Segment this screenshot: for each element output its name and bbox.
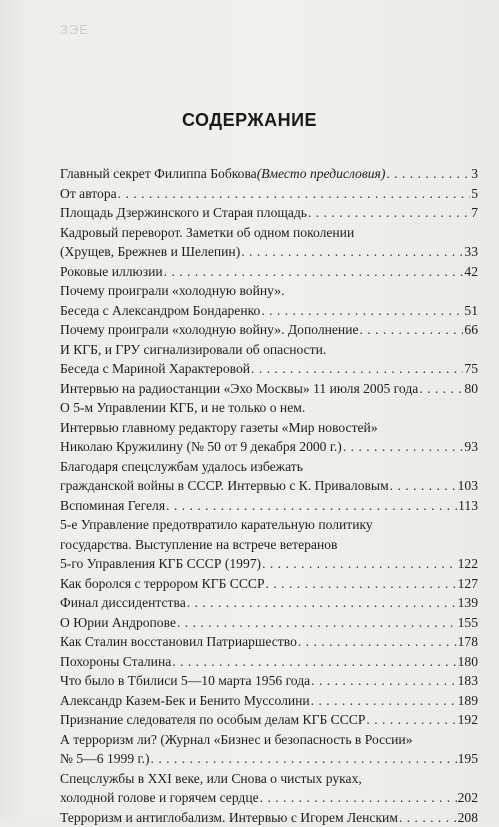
toc-entry-line <box>60 359 478 379</box>
toc-entry-title: Благодаря спецслужбам удалось избежать <box>60 457 303 477</box>
toc-page-number: 51 <box>464 301 478 321</box>
dot-leader <box>260 788 457 808</box>
toc-entry-title: От автора <box>60 184 117 204</box>
toc-entry-line <box>60 164 478 184</box>
dot-leader <box>311 671 456 691</box>
toc-entry-title: Терроризм и антиглобализм. Интервью с Игорем Ленским <box>60 808 398 827</box>
toc-entry-line <box>60 652 478 672</box>
dot-leader <box>419 379 463 399</box>
toc-entry <box>60 223 478 262</box>
toc-entry <box>60 457 478 496</box>
dot-leader <box>311 691 457 711</box>
toc-page-number: 208 <box>458 808 478 827</box>
toc-entry-title: Площадь Дзержинского и Старая площадь <box>60 203 307 223</box>
toc-entry-line <box>60 281 478 301</box>
dot-leader <box>164 262 464 282</box>
toc-entry-line <box>60 730 478 750</box>
toc-entry-line <box>60 691 478 711</box>
toc-entry-line <box>60 788 478 808</box>
toc-page-number: 113 <box>458 496 478 516</box>
page-title: СОДЕРЖАНИЕ <box>0 110 499 131</box>
toc-page-number: 155 <box>458 613 478 633</box>
toc-entry <box>60 808 478 827</box>
toc-entry <box>60 379 478 399</box>
toc-entry-line <box>60 515 478 535</box>
toc-page-number: 66 <box>464 320 478 340</box>
toc-entry-line <box>60 613 478 633</box>
toc-entry-line <box>60 262 478 282</box>
dot-leader <box>366 710 456 730</box>
toc-entry-title: Главный секрет Филиппа Бобкова <box>60 164 257 184</box>
toc-entry-line <box>60 340 478 360</box>
dot-leader <box>386 164 470 184</box>
toc-entry-line <box>60 554 478 574</box>
toc-entry-line <box>60 710 478 730</box>
toc-entry-line <box>60 632 478 652</box>
dot-leader <box>118 184 471 204</box>
toc-page-number: 103 <box>458 476 478 496</box>
toc-page-number: 75 <box>464 359 478 379</box>
toc-entry-title: Спецслужбы в XXI веке, или Снова о чистых руках, <box>60 769 362 789</box>
dot-leader <box>241 242 463 262</box>
toc-entry <box>60 710 478 730</box>
toc-entry-line <box>60 184 478 204</box>
toc-entry-title: Интервью на радиостанции «Эхо Москвы» 11 июля 2005 года <box>60 379 418 399</box>
toc-entry-title: Беседа с Александром Бондаренко <box>60 301 260 321</box>
toc-entry-title: Беседа с Мариной Характеровой <box>60 359 250 379</box>
toc-entry-line <box>60 379 478 399</box>
toc-entry-title: Николаю Кружилину (№ 50 от 9 декабря 2000 г.) <box>60 437 342 457</box>
toc-entry-title: О Юрии Андропове <box>60 613 176 633</box>
toc-entry-line <box>60 457 478 477</box>
toc-page-number: 139 <box>458 593 478 613</box>
toc-entry <box>60 184 478 204</box>
toc-entry-line <box>60 437 478 457</box>
toc-entry-title: Похороны Сталина <box>60 652 171 672</box>
toc-page-number: 178 <box>458 632 478 652</box>
toc-page-number: 122 <box>458 554 478 574</box>
bleed-through-text: ЗЭЕ <box>60 22 89 37</box>
toc-entry-title: гражданской войны в СССР. Интервью с К. Приваловым <box>60 476 389 496</box>
toc-entry <box>60 398 478 457</box>
dot-leader <box>390 476 457 496</box>
toc-entry-line <box>60 535 478 555</box>
table-of-contents <box>60 164 478 827</box>
toc-entry-title: Что было в Тбилиси 5—10 марта 1956 года <box>60 671 310 691</box>
toc-entry-title: Как боролся с террором КГБ СССР <box>60 574 265 594</box>
toc-entry <box>60 574 478 594</box>
toc-entry-title: Кадровый переворот. Заметки об одном поколении <box>60 223 354 243</box>
dot-leader <box>177 613 457 633</box>
toc-entry <box>60 496 478 516</box>
toc-entry-subtitle: (Вместо предисловия) <box>257 164 386 184</box>
toc-entry-line <box>60 671 478 691</box>
toc-entry-line <box>60 398 478 418</box>
toc-entry <box>60 671 478 691</box>
toc-page-number: 5 <box>471 184 478 204</box>
toc-page-number: 183 <box>458 671 478 691</box>
dot-leader <box>360 320 464 340</box>
toc-entry-line <box>60 574 478 594</box>
toc-entry <box>60 632 478 652</box>
dot-leader <box>343 437 464 457</box>
dot-leader <box>399 808 457 827</box>
toc-entry-title: Роковые иллюзии <box>60 262 163 282</box>
dot-leader <box>172 652 456 672</box>
toc-entry-line <box>60 808 478 827</box>
toc-entry-line <box>60 203 478 223</box>
toc-entry-title: А терроризм ли? (Журнал «Бизнес и безопасность в России» <box>60 730 413 750</box>
toc-entry-line <box>60 418 478 438</box>
toc-entry-title: холодной голове и горячем сердце <box>60 788 259 808</box>
toc-entry-title: Финал диссидентства <box>60 593 186 613</box>
toc-entry-title: Почему проиграли «холодную войну». Дополнение <box>60 320 359 340</box>
toc-entry <box>60 593 478 613</box>
toc-entry <box>60 652 478 672</box>
toc-entry <box>60 203 478 223</box>
toc-page-number: 189 <box>458 691 478 711</box>
toc-entry-line <box>60 769 478 789</box>
toc-entry-line <box>60 749 478 769</box>
toc-entry-title: Вспоминая Гегеля <box>60 496 165 516</box>
dot-leader <box>261 301 463 321</box>
dot-leader <box>308 203 470 223</box>
toc-entry <box>60 262 478 282</box>
toc-page-number: 7 <box>471 203 478 223</box>
toc-entry-title: (Хрущев, Брежнев и Шелепин) <box>60 242 240 262</box>
toc-entry-title: Почему проиграли «холодную войну». <box>60 281 284 301</box>
toc-entry-title: Александр Казем-Бек и Бенито Муссолини <box>60 691 310 711</box>
toc-entry-line <box>60 301 478 321</box>
toc-entry-title: 5-го Управления КГБ СССР (1997) <box>60 554 261 574</box>
toc-entry-title: И КГБ, и ГРУ сигнализировали об опасности. <box>60 340 326 360</box>
toc-entry-title: государства. Выступление на встрече ветеранов <box>60 535 337 555</box>
toc-page-number: 33 <box>464 242 478 262</box>
toc-entry <box>60 164 478 184</box>
toc-page-number: 42 <box>464 262 478 282</box>
dot-leader <box>298 632 457 652</box>
toc-entry-line <box>60 476 478 496</box>
dot-leader <box>151 749 457 769</box>
toc-entry-line <box>60 242 478 262</box>
toc-entry-line <box>60 496 478 516</box>
toc-entry-line <box>60 223 478 243</box>
toc-entry <box>60 281 478 320</box>
toc-entry <box>60 613 478 633</box>
dot-leader <box>251 359 463 379</box>
toc-page-number: 180 <box>458 652 478 672</box>
toc-entry-title: Как Сталин восстановил Патриаршество <box>60 632 297 652</box>
dot-leader <box>266 574 457 594</box>
toc-entry-title: 5-е Управление предотвратило карательную политику <box>60 515 373 535</box>
dot-leader <box>187 593 457 613</box>
toc-page-number: 3 <box>471 164 478 184</box>
toc-entry <box>60 340 478 379</box>
toc-page-number: 195 <box>458 749 478 769</box>
toc-entry <box>60 730 478 769</box>
toc-entry <box>60 769 478 808</box>
toc-entry <box>60 320 478 340</box>
toc-entry-title: Признание следователя по особым делам КГБ СССР <box>60 710 365 730</box>
toc-page-number: 93 <box>464 437 478 457</box>
toc-entry-line <box>60 320 478 340</box>
toc-entry-title: О 5-м Управлении КГБ, и не только о нем. <box>60 398 305 418</box>
dot-leader <box>166 496 457 516</box>
toc-entry <box>60 691 478 711</box>
dot-leader <box>262 554 457 574</box>
toc-entry-title: Интервью главному редактору газеты «Мир новостей» <box>60 418 378 438</box>
toc-entry-line <box>60 593 478 613</box>
toc-page-number: 202 <box>458 788 478 808</box>
toc-page-number: 127 <box>458 574 478 594</box>
toc-page-number: 192 <box>458 710 478 730</box>
toc-page-number: 80 <box>464 379 478 399</box>
toc-entry-title: № 5—6 1999 г.) <box>60 749 150 769</box>
toc-entry <box>60 515 478 574</box>
